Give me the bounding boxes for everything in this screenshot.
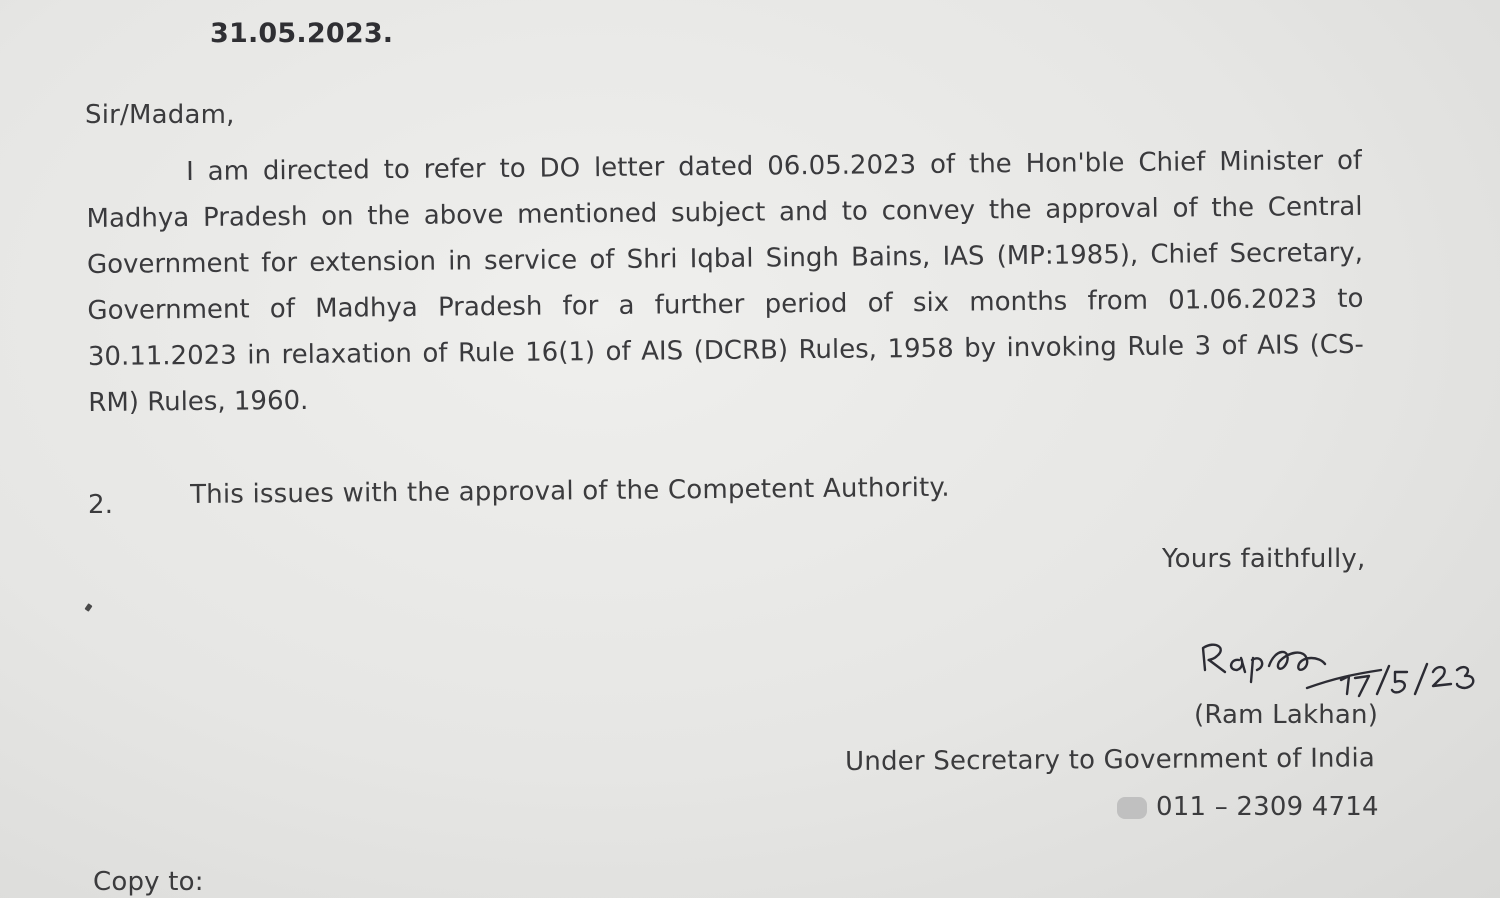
copy-to-label: Copy to:: [93, 867, 204, 897]
paragraph-1-line: RM) Rules, 1960.: [88, 385, 309, 418]
telephone-icon: [1117, 797, 1147, 819]
paragraph-2-number: 2.: [88, 490, 114, 520]
paragraph-2-text: This issues with the approval of the Competent Authority.: [190, 472, 950, 510]
signer-name: (Ram Lakhan): [1194, 700, 1379, 730]
phone-number: 011 – 2309 4714: [1156, 792, 1379, 822]
paragraph-1-line: Madhya Pradesh on the above mentioned subject and to convey the approval of the Central: [86, 191, 1363, 234]
handwritten-signature: [1195, 630, 1485, 700]
paragraph-1-line: 30.11.2023 in relaxation of Rule 16(1) of AIS (DCRB) Rules, 1958 by invoking Rule 3 of AIS (CS-: [87, 329, 1364, 372]
signer-designation: Under Secretary to Government of India: [845, 743, 1376, 777]
paragraph-1-line: I am directed to refer to DO letter dated 06.05.2023 of the Hon'ble Chief Minister of: [185, 145, 1363, 188]
paragraph-1-line: Government for extension in service of Shri Iqbal Singh Bains, IAS (MP:1985), Chief Secretary,: [86, 237, 1364, 280]
paragraph-1: [86, 146, 1365, 434]
closing: Yours faithfully,: [1162, 544, 1366, 574]
salutation: Sir/Madam,: [85, 100, 235, 130]
letter-date: 31.05.2023.: [210, 18, 394, 49]
paragraph-1-line: Government of Madhya Pradesh for a further period of six months from 01.06.2023 to: [87, 283, 1364, 326]
ink-mark: [84, 603, 92, 612]
